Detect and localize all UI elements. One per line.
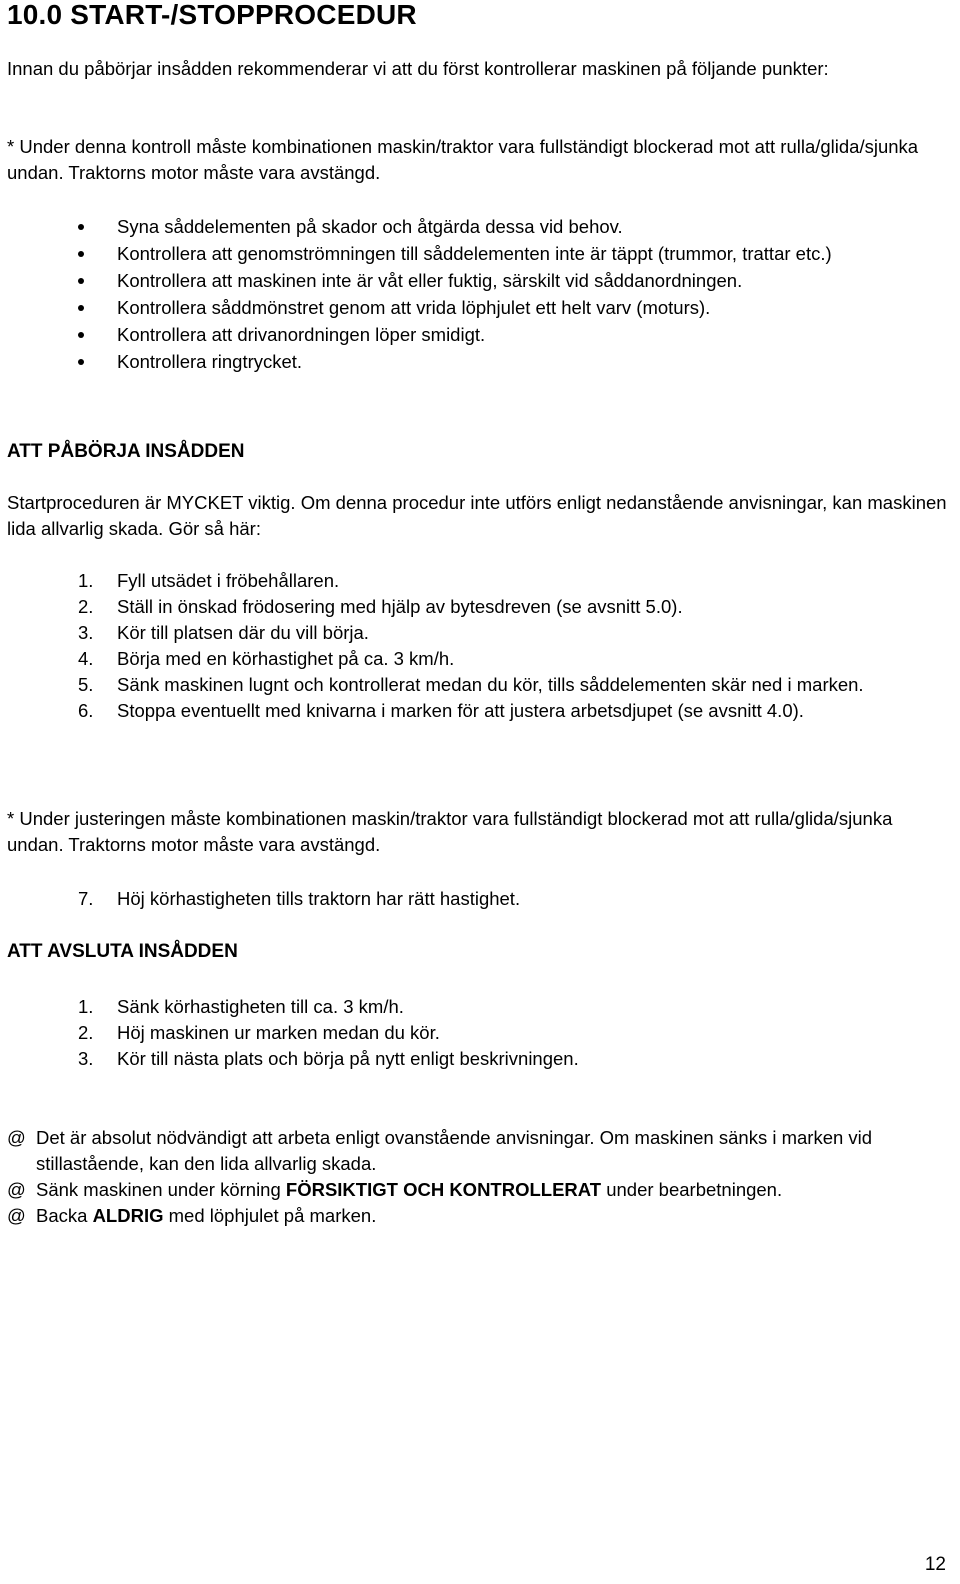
start-heading: ATT PÅBÖRJA INSÅDDEN [7, 441, 245, 462]
step-text: Sänk maskinen lugnt och kontrollerat medan du kör, tills såddelementen skär ned i marken. [117, 674, 864, 695]
step-text: Stoppa eventuellt med knivarna i marken för att justera arbetsdjupet (se avsnitt 4.0). [117, 700, 804, 721]
checklist-item [0, 213, 952, 240]
stop-step [0, 1020, 950, 1046]
step-number: 5. [78, 674, 94, 695]
note-text-after: med löphjulet på marken. [163, 1205, 377, 1226]
step-text: Fyll utsädet i fröbehållaren. [117, 570, 340, 591]
note-emphasis: FÖRSIKTIGT OCH KONTROLLERAT [285, 1179, 602, 1200]
checklist-item-text: Kontrollera att maskinen inte är våt eller fuktig, särskilt vid såddanordningen. [117, 270, 743, 291]
page-number: 12 [924, 1554, 946, 1575]
checklist-item [0, 348, 952, 375]
step-text: Höj maskinen ur marken medan du kör. [117, 1022, 440, 1043]
step-number: 4. [78, 648, 94, 669]
step-number: 7. [78, 888, 94, 909]
stop-step [0, 1046, 950, 1072]
bullet-icon [78, 305, 84, 311]
step-number: 1. [78, 996, 94, 1017]
step-number: 2. [78, 596, 94, 617]
start-step [0, 594, 950, 620]
warning-note [0, 1203, 950, 1229]
note-marker: @ [7, 1127, 26, 1148]
checklist-item-text: Kontrollera ringtrycket. [117, 351, 303, 372]
checklist [0, 213, 952, 375]
checklist-item [0, 294, 952, 321]
bullet-icon [78, 278, 84, 284]
warning-notes [0, 1125, 950, 1229]
checklist-item [0, 240, 952, 267]
step-text: Kör till platsen där du vill börja. [117, 622, 369, 643]
step-text: Kör till nästa plats och börja på nytt enligt beskrivningen. [117, 1048, 579, 1069]
step-number: 3. [78, 1048, 94, 1069]
warning-note [0, 1177, 950, 1203]
start-intro: Startproceduren är MYCKET viktig. Om denna procedur inte utförs enligt nedanstående anvisningar, kan maskinen lida allvarlig skada. Gör så här: [7, 492, 947, 539]
start-step [0, 646, 950, 672]
note-text-after: under bearbetningen. [601, 1179, 783, 1200]
note-text: Backa [36, 1205, 93, 1226]
start-step [0, 620, 950, 646]
step-text: Sänk körhastigheten till ca. 3 km/h. [117, 996, 404, 1017]
warning-note [0, 1125, 950, 1177]
step-number: 3. [78, 622, 94, 643]
step-text: Ställ in önskad frödosering med hjälp av bytesdreven (se avsnitt 5.0). [117, 596, 683, 617]
safety-note-1: * Under denna kontroll måste kombinationen maskin/traktor vara fullständigt blockerad mot att rulla/glida/sjunka undan. Traktorns motor måste vara avstängd. [7, 136, 919, 183]
note-text: Det är absolut nödvändigt att arbeta enligt ovanstående anvisningar. Om maskinen sänks i marken vid stillastående, kan den lida allvarlig skada. [36, 1127, 873, 1174]
checklist-item-text: Syna såddelementen på skador och åtgärda dessa vid behov. [117, 216, 623, 237]
bullet-icon [78, 332, 84, 338]
step-number: 2. [78, 1022, 94, 1043]
bullet-icon [78, 251, 84, 257]
bullet-icon [78, 359, 84, 365]
step-text: Börja med en körhastighet på ca. 3 km/h. [117, 648, 455, 669]
stop-step [0, 994, 950, 1020]
stop-heading: ATT AVSLUTA INSÅDDEN [7, 941, 238, 962]
checklist-item-text: Kontrollera att genomströmningen till såddelementen inte är täppt (trummor, trattar etc.) [117, 243, 832, 264]
note-emphasis: ALDRIG [92, 1205, 164, 1226]
step-text: Höj körhastigheten tills traktorn har rätt hastighet. [117, 888, 521, 909]
start-step [0, 568, 950, 594]
stop-steps [0, 994, 950, 1072]
step-number: 1. [78, 570, 94, 591]
start-steps [0, 568, 950, 724]
section-title: 10.0 START-/STOPPROCEDUR [7, 0, 417, 30]
bullet-icon [78, 224, 84, 230]
intro-paragraph: Innan du påbörjar insådden rekommenderar vi att du först kontrollerar maskinen på följande punkter: [7, 58, 829, 79]
step-number: 6. [78, 700, 94, 721]
checklist-item-text: Kontrollera såddmönstret genom att vrida löphjulet ett helt varv (moturs). [117, 297, 711, 318]
start-step [0, 698, 950, 724]
checklist-item [0, 267, 952, 294]
final-step [0, 886, 950, 912]
start-step [0, 672, 950, 698]
checklist-item [0, 321, 952, 348]
checklist-item-text: Kontrollera att drivanordningen löper smidigt. [117, 324, 486, 345]
note-marker: @ [7, 1179, 26, 1200]
safety-note-2: * Under justeringen måste kombinationen maskin/traktor vara fullständigt blockerad mot att rulla/glida/sjunka undan. Traktorns motor måste vara avstängd. [7, 808, 893, 855]
note-marker: @ [7, 1205, 26, 1226]
start-step [0, 886, 950, 912]
note-text: Sänk maskinen under körning [36, 1179, 286, 1200]
